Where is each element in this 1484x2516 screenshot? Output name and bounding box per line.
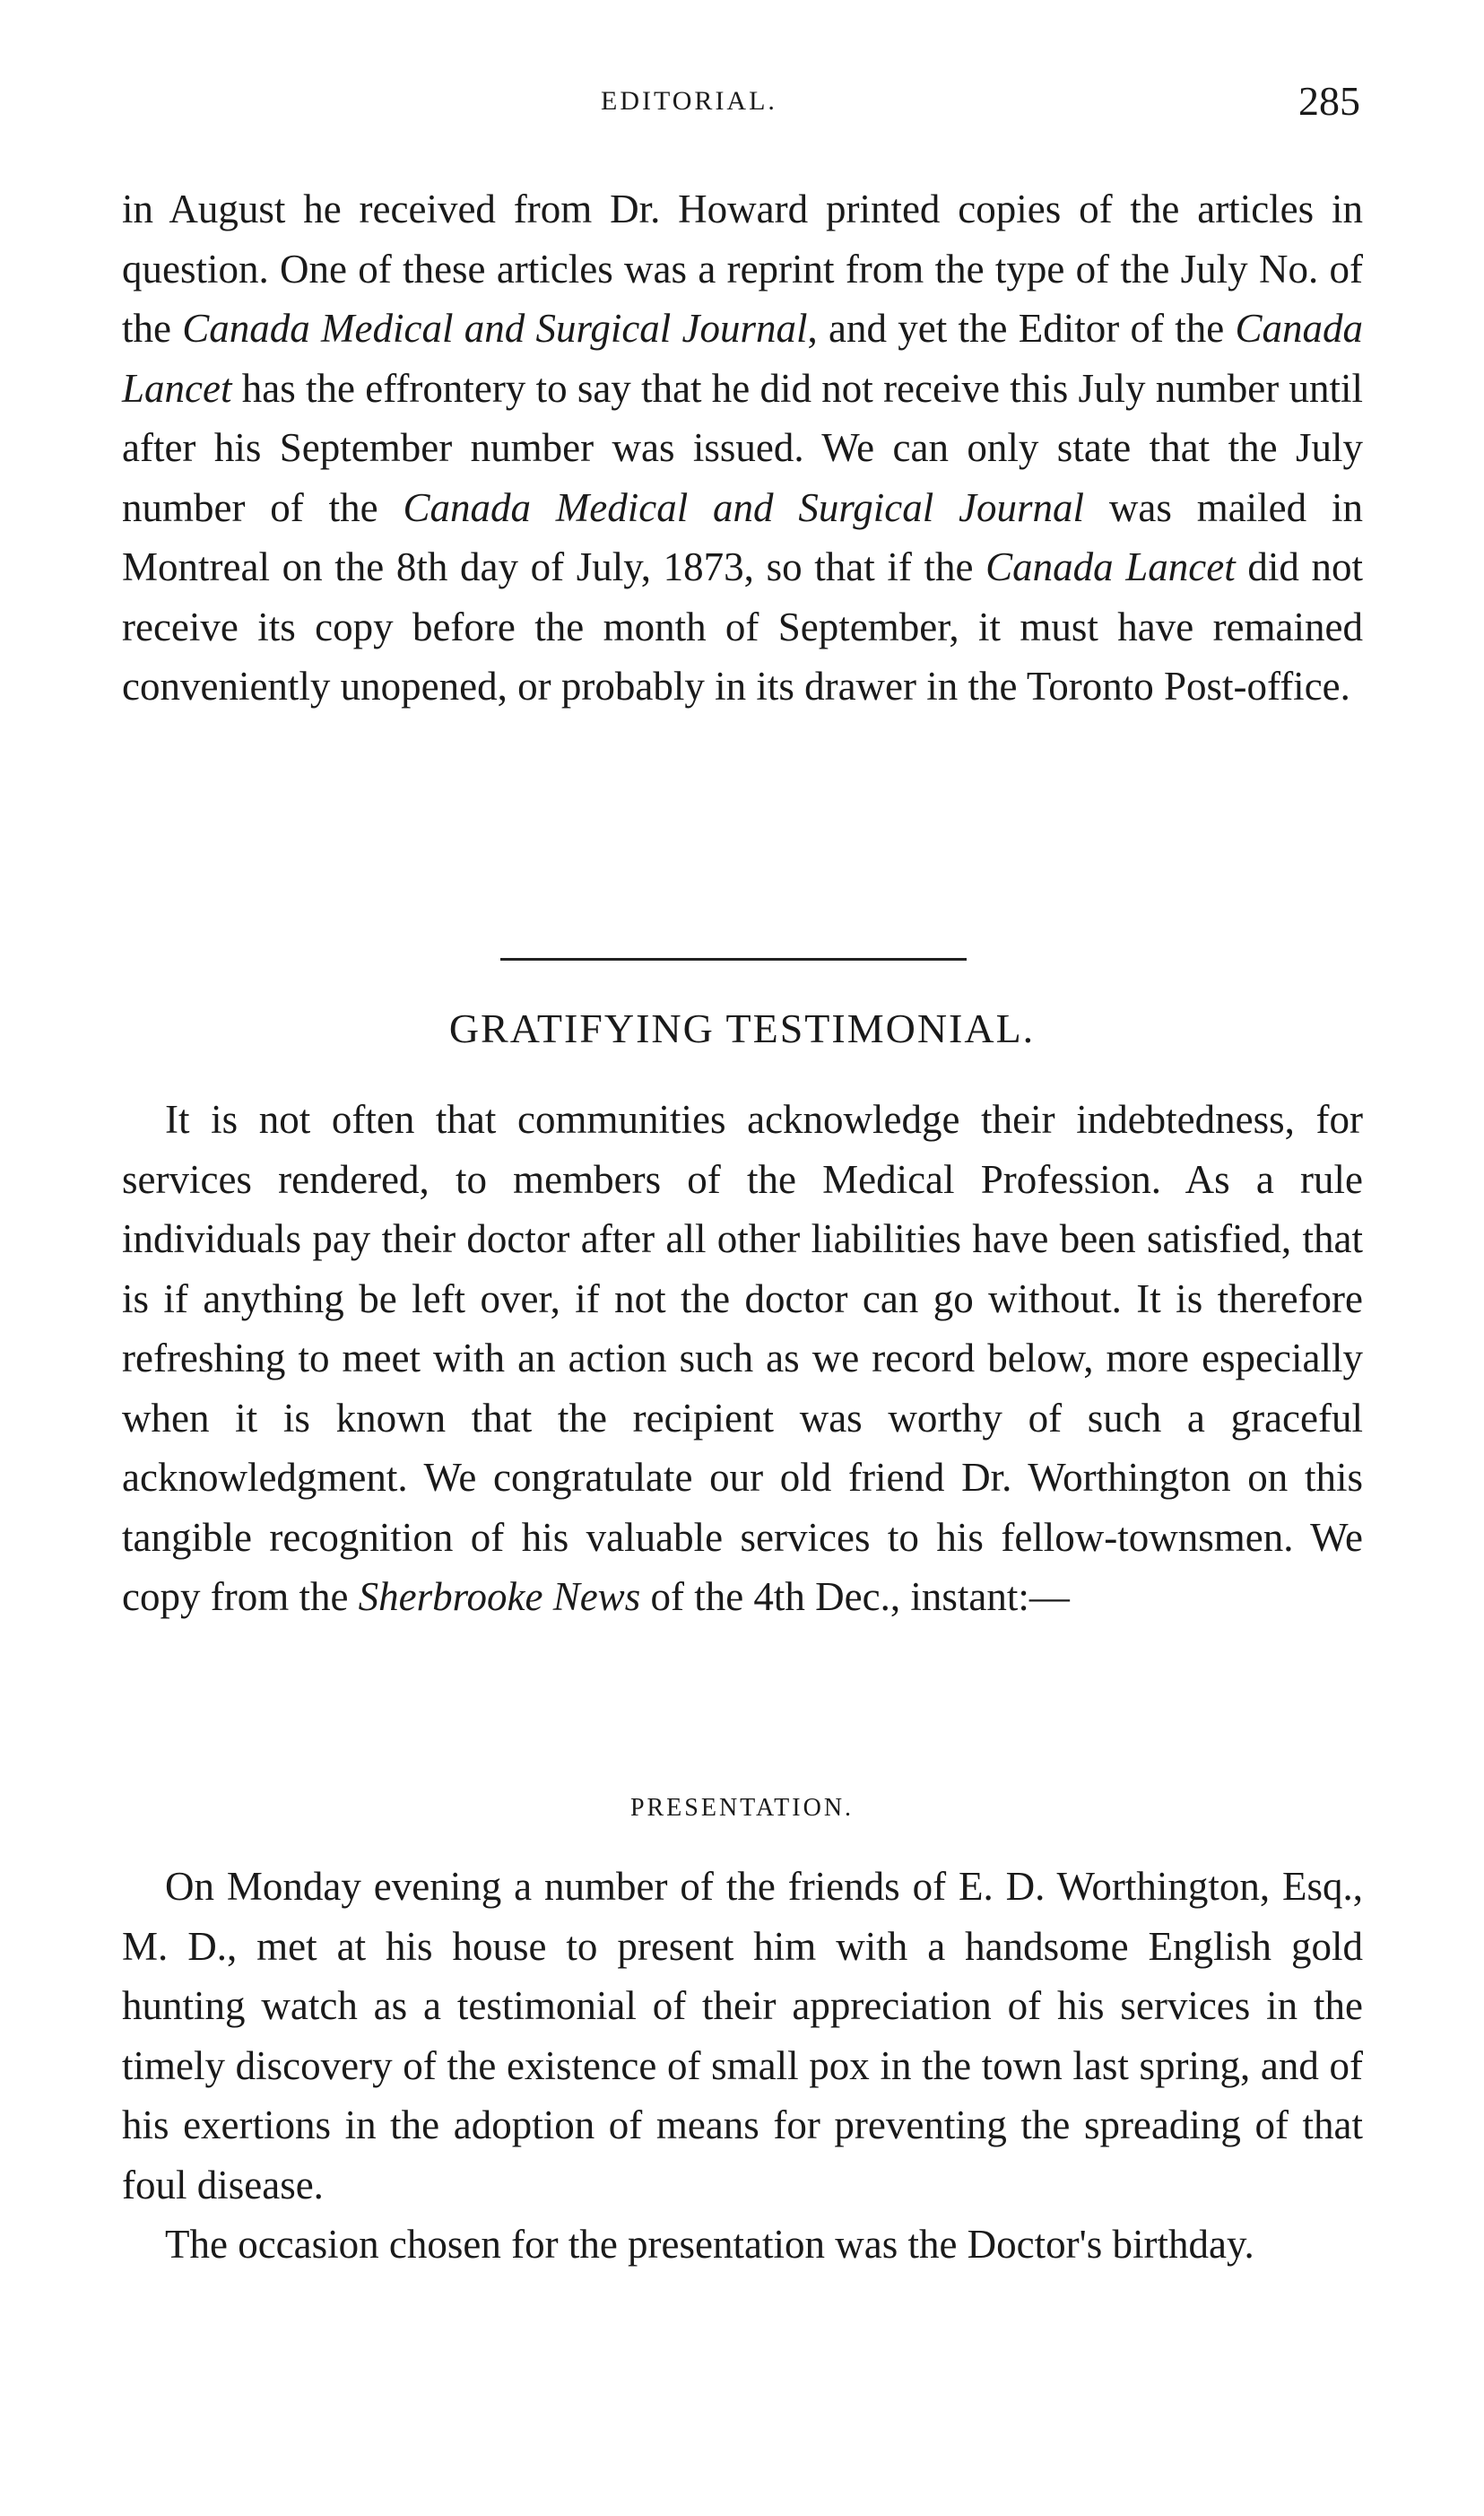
body-text: has the effrontery to say that he did not receive this July number until after his September number was issued. We can only state that the July number of the — [122, 365, 1363, 530]
section-divider — [500, 958, 967, 961]
body-text: of the 4th Dec., instant:— — [640, 1574, 1070, 1619]
section-testimonial — [122, 1090, 1363, 1627]
italic-title-text: Sherbrooke News — [358, 1574, 641, 1619]
section-presentation — [122, 1857, 1363, 2275]
body-text: did not receive its copy before the month of September, it must have remained conveniently unopened, or probably in its drawer in the Toronto Post-office. — [122, 544, 1363, 709]
paragraph — [122, 2215, 1363, 2275]
body-text: It is not often that communities acknowledge their indebtedness, for services rendered, to members of the Medical Profession. As a rule individuals pay their doctor after all other liabilities have been satisfied, that is if anything be left over, if not the doctor can go without. It is therefore refreshing to meet with an action such as we record below, more especially when it is known that the recipient was worthy of such a graceful acknowledgment. We congratulate our old friend Dr. Worthington on this tangible recognition of his valuable services to his fellow-townsmen. We copy from the — [122, 1097, 1363, 1619]
italic-title-text: Canada Medical and Surgical Journal — [182, 306, 808, 351]
paragraph — [122, 179, 1363, 717]
body-text: was mailed in Montreal on the 8th day of July, 1873, so that if the — [122, 484, 1363, 589]
italic-title-text: Canada Medical and Surgical Journal — [403, 484, 1085, 530]
body-text: On Monday evening a number of the friends of E. D. Worthington, Esq., M. D., met at his house to present him with a handsome English gold hunting watch as a testimonial of their appreciation of his services in the timely discovery of the existence of small pox in the town last spring, and of his exertions in the adoption of means for preventing the spreading of that foul disease. — [122, 1864, 1363, 2207]
running-title: EDITORIAL. — [601, 86, 777, 116]
subheading: PRESENTATION. — [629, 1794, 855, 1822]
running-header — [0, 78, 1484, 140]
italic-title-text: Canada Lancet — [985, 544, 1236, 589]
section-heading: GRATIFYING TESTIMONIAL. — [448, 1006, 1036, 1051]
section-editorial-continuation — [122, 179, 1363, 717]
body-text: , and yet the Editor of the — [807, 306, 1236, 351]
paragraph — [122, 1857, 1363, 2215]
body-text: The occasion chosen for the presentation was the Doctor's birthday. — [165, 2222, 1254, 2267]
italic-title-text: Canada Lancet — [122, 306, 1363, 411]
body-text: in August he received from Dr. Howard printed copies of the articles in question. One of these articles was a reprint from the type of the July No. of the — [122, 187, 1363, 351]
paragraph — [122, 1090, 1363, 1627]
page-number: 285 — [1298, 78, 1360, 124]
